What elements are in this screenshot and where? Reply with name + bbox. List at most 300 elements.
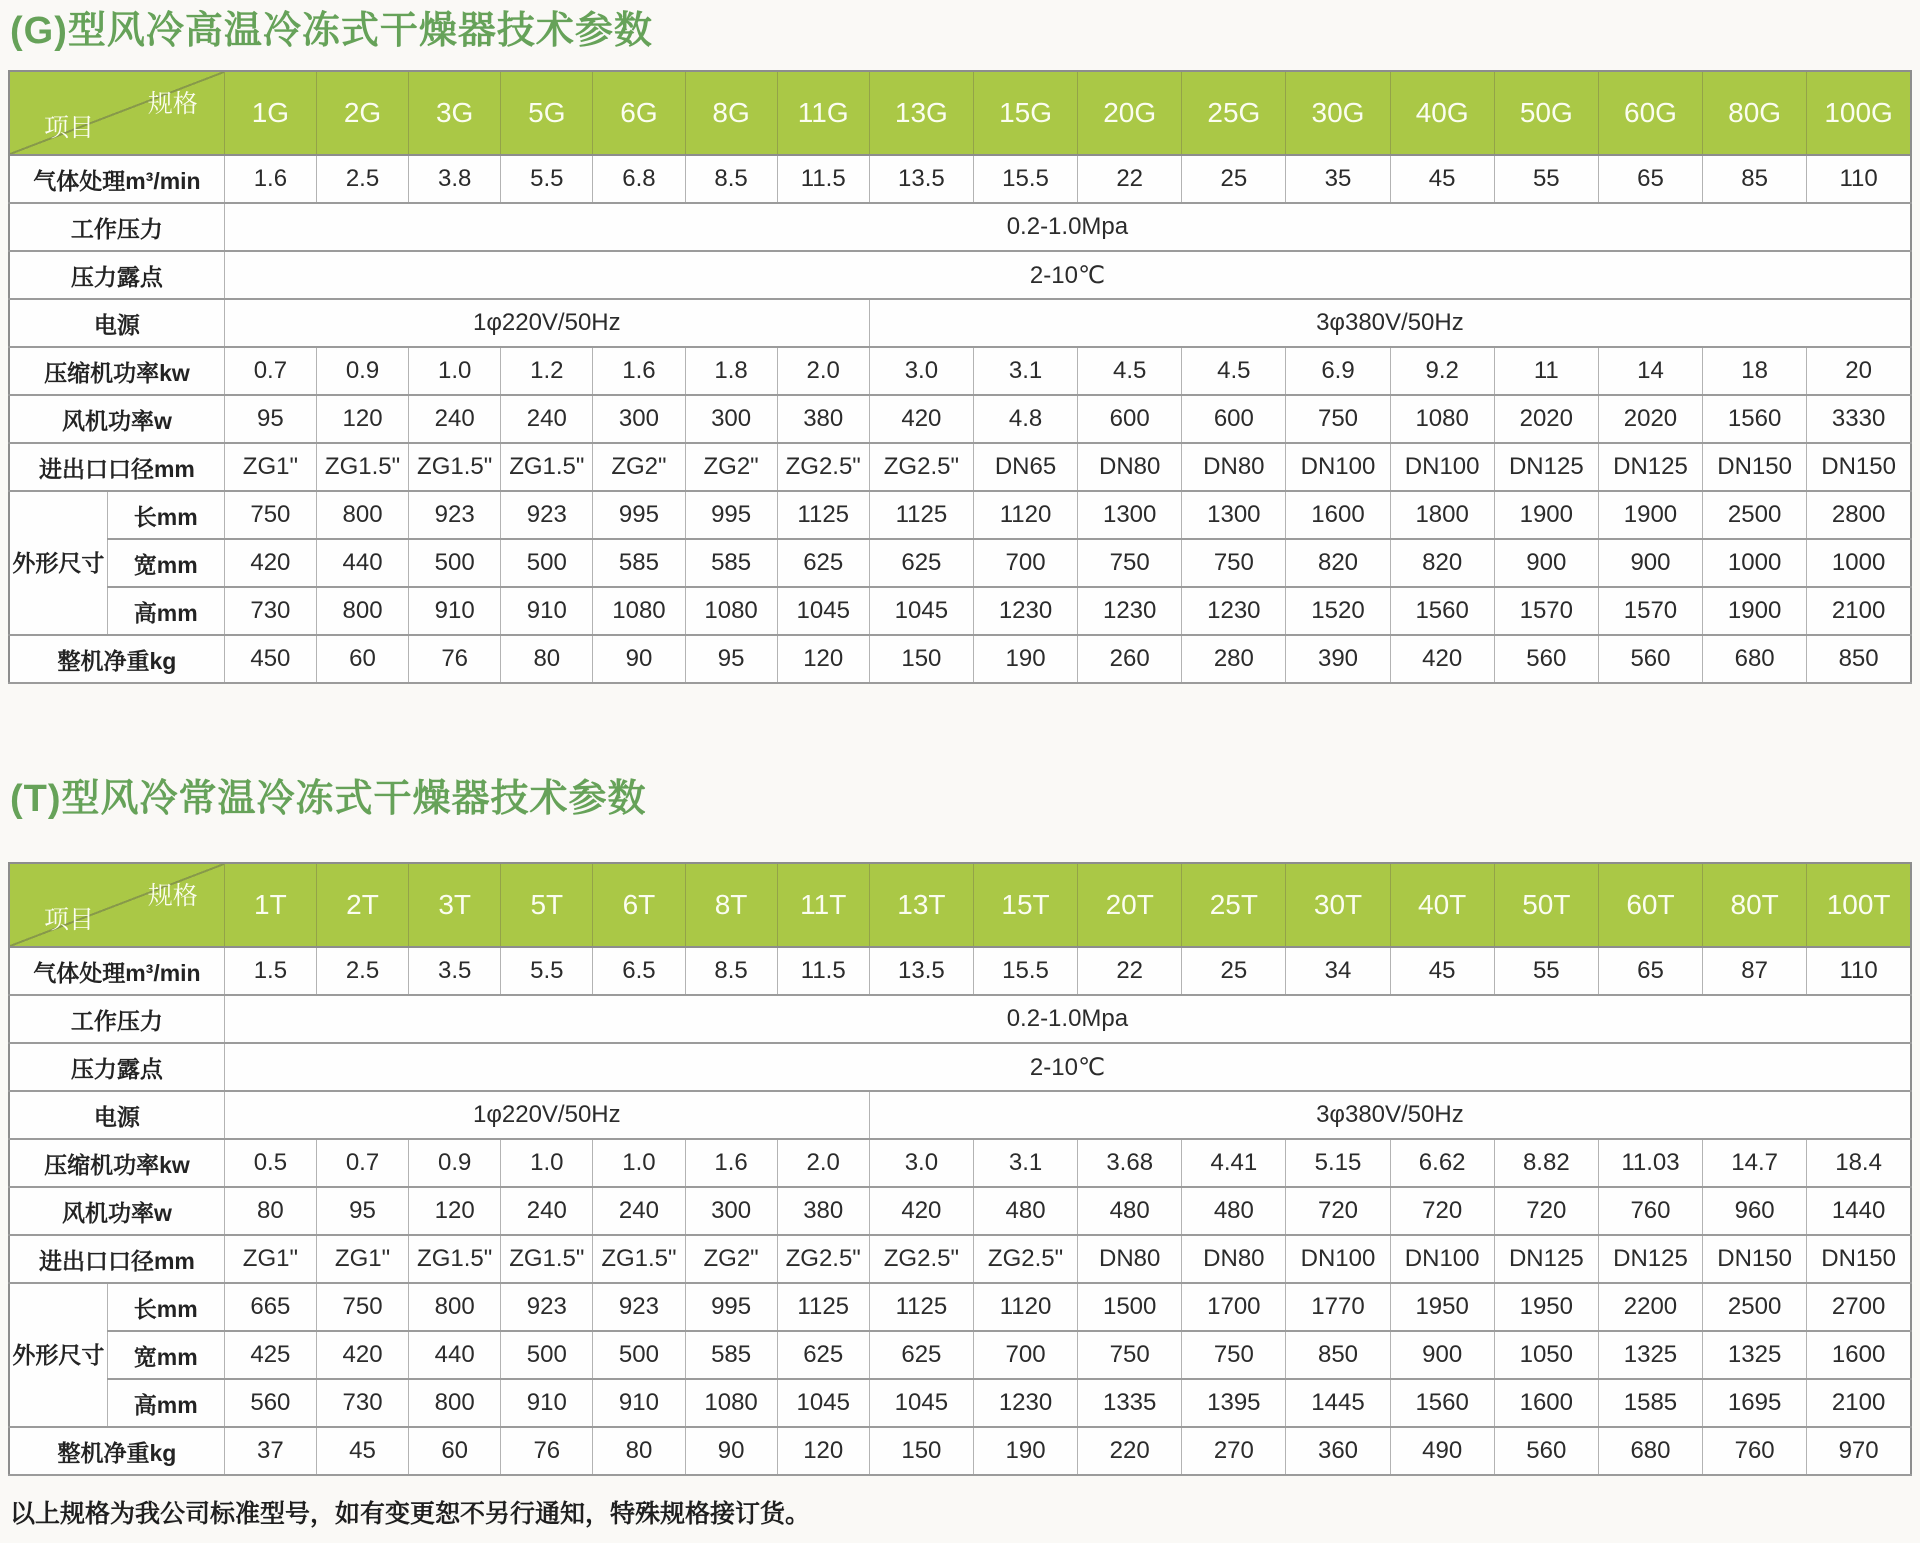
table-row — [9, 155, 1911, 203]
table-cell: 820 — [1390, 539, 1494, 587]
corner-spec-label: 规格 — [147, 90, 198, 118]
row-label: 进出口口径mm — [9, 443, 224, 491]
table-cell: 1125 — [777, 491, 869, 539]
table-cell: 110 — [1807, 947, 1911, 995]
table-cell: 750 — [1182, 1331, 1286, 1379]
table-cell: 1900 — [1494, 491, 1598, 539]
table-cell: 37 — [224, 1427, 316, 1475]
table-cell: 2800 — [1807, 491, 1911, 539]
table-cell: 1125 — [869, 1283, 973, 1331]
table-row — [9, 539, 1911, 587]
column-header-11T: 11T — [777, 863, 869, 947]
table-cell: 1600 — [1286, 491, 1390, 539]
table-cell: 11.03 — [1598, 1139, 1702, 1187]
section-title-t: (T)型风冷常温冷冻式干燥器技术参数 — [10, 778, 647, 820]
table-row — [9, 1331, 1911, 1379]
table-cell: 120 — [777, 635, 869, 683]
table-cell: 1695 — [1703, 1379, 1807, 1427]
table-cell: 800 — [409, 1283, 501, 1331]
sub-row-label: 宽mm — [107, 539, 224, 587]
table-cell: DN150 — [1807, 443, 1911, 491]
table-cell: 600 — [1078, 395, 1182, 443]
table-cell: DN80 — [1078, 443, 1182, 491]
sub-row-label: 长mm — [107, 491, 224, 539]
table-cell: 4.41 — [1182, 1139, 1286, 1187]
table-cell: 1.5 — [224, 947, 316, 995]
table-cell: 2700 — [1807, 1283, 1911, 1331]
table-row — [9, 251, 1911, 299]
sub-row-label: 宽mm — [107, 1331, 224, 1379]
row-label: 压缩机功率kw — [9, 1139, 224, 1187]
column-header-100T: 100T — [1807, 863, 1911, 947]
table-cell: 300 — [593, 395, 685, 443]
table-cell: 420 — [869, 1187, 973, 1235]
spec-table-g — [8, 70, 1912, 684]
column-header-25G: 25G — [1182, 71, 1286, 155]
column-header-5G: 5G — [501, 71, 593, 155]
table-cell: 1230 — [1078, 587, 1182, 635]
row-label: 压缩机功率kw — [9, 347, 224, 395]
table-cell: 270 — [1182, 1427, 1286, 1475]
table-cell: 1600 — [1807, 1331, 1911, 1379]
table-cell: 95 — [316, 1187, 408, 1235]
table-cell: 8.5 — [685, 155, 777, 203]
table-row — [9, 947, 1911, 995]
table-cell-span: 3φ380V/50Hz — [869, 1091, 1911, 1139]
table-cell: 11.5 — [777, 947, 869, 995]
table-row — [9, 1427, 1911, 1475]
footer-note: 以上规格为我公司标准型号，如有变更恕不另行通知，特殊规格接订货。 — [10, 1500, 811, 1528]
table-cell: 585 — [593, 539, 685, 587]
table-row — [9, 1283, 1911, 1331]
table-cell: DN65 — [973, 443, 1077, 491]
table-cell: 190 — [973, 635, 1077, 683]
table-cell: 150 — [869, 1427, 973, 1475]
row-label: 压力露点 — [9, 251, 224, 299]
table-cell: 87 — [1703, 947, 1807, 995]
table-cell: ZG1.5" — [501, 1235, 593, 1283]
table-cell-span: 3φ380V/50Hz — [869, 299, 1911, 347]
table-cell: 995 — [593, 491, 685, 539]
table-cell: ZG2.5" — [869, 443, 973, 491]
table-cell: 800 — [409, 1379, 501, 1427]
column-header-20G: 20G — [1078, 71, 1182, 155]
column-header-11G: 11G — [777, 71, 869, 155]
table-cell: DN80 — [1182, 443, 1286, 491]
row-label: 整机净重kg — [9, 1427, 224, 1475]
table-row — [9, 1379, 1911, 1427]
table-cell: 280 — [1182, 635, 1286, 683]
table-cell: ZG2.5" — [869, 1235, 973, 1283]
spec-table-t — [8, 862, 1912, 1476]
table-cell: 720 — [1494, 1187, 1598, 1235]
table-cell: 55 — [1494, 947, 1598, 995]
table-cell: 625 — [869, 1331, 973, 1379]
column-header-80T: 80T — [1703, 863, 1807, 947]
column-header-30G: 30G — [1286, 71, 1390, 155]
table-cell: 1080 — [1390, 395, 1494, 443]
table-cell: DN100 — [1390, 443, 1494, 491]
table-cell: 2200 — [1598, 1283, 1702, 1331]
table-cell-span: 0.2-1.0Mpa — [224, 203, 1911, 251]
table-cell: 3.1 — [973, 347, 1077, 395]
table-cell: 923 — [409, 491, 501, 539]
row-label: 进出口口径mm — [9, 1235, 224, 1283]
table-cell: 45 — [316, 1427, 408, 1475]
table-cell: 380 — [777, 395, 869, 443]
table-cell: 730 — [224, 587, 316, 635]
table-cell: 500 — [501, 539, 593, 587]
table-cell: 900 — [1494, 539, 1598, 587]
row-label: 整机净重kg — [9, 635, 224, 683]
table-cell: 8.82 — [1494, 1139, 1598, 1187]
table-cell: 13.5 — [869, 947, 973, 995]
table-cell: 680 — [1598, 1427, 1702, 1475]
table-cell: 420 — [316, 1331, 408, 1379]
table-cell: 760 — [1703, 1427, 1807, 1475]
table-cell: 65 — [1598, 947, 1702, 995]
row-label: 电源 — [9, 1091, 224, 1139]
table-cell: ZG2.5" — [777, 443, 869, 491]
sub-row-label: 高mm — [107, 587, 224, 635]
table-cell: 680 — [1703, 635, 1807, 683]
table-row — [9, 587, 1911, 635]
table-cell: 3330 — [1807, 395, 1911, 443]
table-cell: 11 — [1494, 347, 1598, 395]
table-cell: 6.62 — [1390, 1139, 1494, 1187]
column-header-2T: 2T — [316, 863, 408, 947]
column-header-13G: 13G — [869, 71, 973, 155]
table-cell: 500 — [501, 1331, 593, 1379]
table-cell: 1520 — [1286, 587, 1390, 635]
table-cell: 2.5 — [316, 947, 408, 995]
column-header-8G: 8G — [685, 71, 777, 155]
table-cell: 910 — [501, 1379, 593, 1427]
table-row — [9, 1091, 1911, 1139]
table-cell: 13.5 — [869, 155, 973, 203]
table-cell: 35 — [1286, 155, 1390, 203]
table-cell: 2100 — [1807, 587, 1911, 635]
table-cell: 80 — [224, 1187, 316, 1235]
table-cell: 22 — [1078, 155, 1182, 203]
table-cell: 6.5 — [593, 947, 685, 995]
table-cell: 14 — [1598, 347, 1702, 395]
table-cell: 1560 — [1390, 1379, 1494, 1427]
column-header-6T: 6T — [593, 863, 685, 947]
table-cell: 1800 — [1390, 491, 1494, 539]
table-cell: 700 — [973, 539, 1077, 587]
column-header-15T: 15T — [973, 863, 1077, 947]
table-cell: 3.1 — [973, 1139, 1077, 1187]
table-cell: 1125 — [869, 491, 973, 539]
table-cell: 1300 — [1078, 491, 1182, 539]
table-row — [9, 203, 1911, 251]
table-cell: 500 — [593, 1331, 685, 1379]
table-row — [9, 443, 1911, 491]
table-cell: 85 — [1703, 155, 1807, 203]
table-row — [9, 1235, 1911, 1283]
table-cell: 750 — [224, 491, 316, 539]
table-cell: ZG1" — [224, 443, 316, 491]
column-header-40G: 40G — [1390, 71, 1494, 155]
table-cell: 1500 — [1078, 1283, 1182, 1331]
table-cell: 923 — [501, 1283, 593, 1331]
table-cell: 4.8 — [973, 395, 1077, 443]
table-cell: 120 — [777, 1427, 869, 1475]
table-cell: DN80 — [1182, 1235, 1286, 1283]
table-cell: 6.9 — [1286, 347, 1390, 395]
table-cell: 720 — [1390, 1187, 1494, 1235]
table-cell: DN150 — [1703, 443, 1807, 491]
table-cell: ZG2.5" — [973, 1235, 1077, 1283]
table-cell: 2020 — [1494, 395, 1598, 443]
table-cell: 1570 — [1494, 587, 1598, 635]
table-cell: 1050 — [1494, 1331, 1598, 1379]
table-cell: 1570 — [1598, 587, 1702, 635]
table-cell: 45 — [1390, 155, 1494, 203]
table-cell: 76 — [501, 1427, 593, 1475]
table-container-t — [8, 862, 1912, 1476]
table-cell: DN80 — [1078, 1235, 1182, 1283]
section-title-g: (G)型风冷高温冷冻式干燥器技术参数 — [10, 10, 653, 52]
table-cell: 1770 — [1286, 1283, 1390, 1331]
table-cell: ZG1" — [224, 1235, 316, 1283]
row-label: 气体处理m³/min — [9, 947, 224, 995]
table-cell: DN100 — [1390, 1235, 1494, 1283]
column-header-50G: 50G — [1494, 71, 1598, 155]
table-row — [9, 347, 1911, 395]
table-cell: 8.5 — [685, 947, 777, 995]
table-cell: 5.5 — [501, 155, 593, 203]
column-header-80G: 80G — [1703, 71, 1807, 155]
table-cell: 90 — [593, 635, 685, 683]
table-cell: 120 — [316, 395, 408, 443]
table-cell: 420 — [1390, 635, 1494, 683]
table-cell: 4.5 — [1078, 347, 1182, 395]
table-cell: ZG2" — [593, 443, 685, 491]
corner-cell — [9, 863, 224, 947]
table-cell: ZG2.5" — [777, 1235, 869, 1283]
table-cell: 0.9 — [316, 347, 408, 395]
table-cell: 850 — [1807, 635, 1911, 683]
table-cell: 9.2 — [1390, 347, 1494, 395]
table-cell: 560 — [1598, 635, 1702, 683]
table-cell: 450 — [224, 635, 316, 683]
table-cell-span: 1φ220V/50Hz — [224, 1091, 869, 1139]
header-row — [9, 863, 1911, 947]
table-cell: 1000 — [1807, 539, 1911, 587]
table-cell: 0.7 — [316, 1139, 408, 1187]
table-cell: 18 — [1703, 347, 1807, 395]
column-header-25T: 25T — [1182, 863, 1286, 947]
column-header-8T: 8T — [685, 863, 777, 947]
table-cell: 65 — [1598, 155, 1702, 203]
table-cell: 425 — [224, 1331, 316, 1379]
table-row — [9, 1187, 1911, 1235]
table-cell: 900 — [1390, 1331, 1494, 1379]
table-cell: 110 — [1807, 155, 1911, 203]
table-cell: 3.8 — [409, 155, 501, 203]
table-cell: 490 — [1390, 1427, 1494, 1475]
table-cell: 45 — [1390, 947, 1494, 995]
row-label: 风机功率w — [9, 395, 224, 443]
table-cell: ZG1.5" — [409, 1235, 501, 1283]
row-label: 电源 — [9, 299, 224, 347]
table-cell: 80 — [501, 635, 593, 683]
corner-cell — [9, 71, 224, 155]
table-cell: 1080 — [685, 1379, 777, 1427]
table-cell: 2020 — [1598, 395, 1702, 443]
table-cell: 1600 — [1494, 1379, 1598, 1427]
table-cell: DN100 — [1286, 1235, 1390, 1283]
row-label: 工作压力 — [9, 203, 224, 251]
row-label: 压力露点 — [9, 1043, 224, 1091]
table-cell: 60 — [409, 1427, 501, 1475]
table-cell: 560 — [1494, 635, 1598, 683]
table-cell-span: 1φ220V/50Hz — [224, 299, 869, 347]
table-cell: 0.5 — [224, 1139, 316, 1187]
table-cell: 3.5 — [409, 947, 501, 995]
table-cell: 380 — [777, 1187, 869, 1235]
table-cell: DN125 — [1494, 1235, 1598, 1283]
table-cell: 25 — [1182, 155, 1286, 203]
table-cell: 960 — [1703, 1187, 1807, 1235]
table-row — [9, 491, 1911, 539]
table-cell: 1.0 — [409, 347, 501, 395]
table-cell: 1560 — [1390, 587, 1494, 635]
table-cell: 625 — [777, 1331, 869, 1379]
table-cell: 1560 — [1703, 395, 1807, 443]
table-cell: 1125 — [777, 1283, 869, 1331]
table-cell: 60 — [316, 635, 408, 683]
table-row — [9, 1043, 1911, 1091]
table-cell: 1700 — [1182, 1283, 1286, 1331]
column-header-3G: 3G — [409, 71, 501, 155]
table-cell: 923 — [501, 491, 593, 539]
table-cell: 1950 — [1494, 1283, 1598, 1331]
table-cell: 750 — [316, 1283, 408, 1331]
table-cell: 585 — [685, 1331, 777, 1379]
table-cell: 750 — [1286, 395, 1390, 443]
table-row — [9, 635, 1911, 683]
table-container-g — [8, 70, 1912, 684]
column-header-60T: 60T — [1598, 863, 1702, 947]
table-cell: 800 — [316, 587, 408, 635]
table-cell: DN150 — [1807, 1235, 1911, 1283]
table-cell: 240 — [593, 1187, 685, 1235]
table-cell: 25 — [1182, 947, 1286, 995]
table-cell: 1440 — [1807, 1187, 1911, 1235]
table-cell: 1045 — [777, 587, 869, 635]
corner-item-label: 项目 — [44, 906, 95, 934]
table-cell: 440 — [316, 539, 408, 587]
table-cell: 923 — [593, 1283, 685, 1331]
table-row — [9, 395, 1911, 443]
table-cell: 1080 — [685, 587, 777, 635]
table-cell: 600 — [1182, 395, 1286, 443]
table-cell: 90 — [685, 1427, 777, 1475]
table-cell: 11.5 — [777, 155, 869, 203]
table-cell: 800 — [316, 491, 408, 539]
table-cell-span: 2-10℃ — [224, 1043, 1911, 1091]
table-cell: 2.0 — [777, 1139, 869, 1187]
table-cell: 190 — [973, 1427, 1077, 1475]
row-label: 气体处理m³/min — [9, 155, 224, 203]
table-cell: 665 — [224, 1283, 316, 1331]
table-cell: DN125 — [1598, 1235, 1702, 1283]
table-cell: 0.9 — [409, 1139, 501, 1187]
table-cell: 625 — [777, 539, 869, 587]
table-cell: 2.0 — [777, 347, 869, 395]
column-header-15G: 15G — [973, 71, 1077, 155]
row-label: 工作压力 — [9, 995, 224, 1043]
table-cell: 560 — [1494, 1427, 1598, 1475]
table-cell: 240 — [409, 395, 501, 443]
table-cell: 2500 — [1703, 491, 1807, 539]
table-cell: ZG1.5" — [409, 443, 501, 491]
column-header-13T: 13T — [869, 863, 973, 947]
table-cell: DN125 — [1598, 443, 1702, 491]
column-header-40T: 40T — [1390, 863, 1494, 947]
table-cell: 20 — [1807, 347, 1911, 395]
table-cell: 500 — [409, 539, 501, 587]
table-cell: 1585 — [1598, 1379, 1702, 1427]
table-cell: 910 — [501, 587, 593, 635]
table-cell: 5.5 — [501, 947, 593, 995]
table-cell: 34 — [1286, 947, 1390, 995]
table-row — [9, 995, 1911, 1043]
column-header-30T: 30T — [1286, 863, 1390, 947]
table-cell: 0.7 — [224, 347, 316, 395]
table-cell: 625 — [869, 539, 973, 587]
table-cell: 420 — [869, 395, 973, 443]
table-cell: 300 — [685, 1187, 777, 1235]
table-cell: 1445 — [1286, 1379, 1390, 1427]
table-cell: 480 — [1182, 1187, 1286, 1235]
table-cell: ZG2" — [685, 443, 777, 491]
table-cell: 1395 — [1182, 1379, 1286, 1427]
table-cell: 820 — [1286, 539, 1390, 587]
table-cell: 1.8 — [685, 347, 777, 395]
table-cell: 240 — [501, 395, 593, 443]
table-cell: 760 — [1598, 1187, 1702, 1235]
table-cell: 3.0 — [869, 347, 973, 395]
column-header-5T: 5T — [501, 863, 593, 947]
table-cell: DN125 — [1494, 443, 1598, 491]
table-cell: 4.5 — [1182, 347, 1286, 395]
header-row — [9, 71, 1911, 155]
table-cell: 95 — [685, 635, 777, 683]
table-cell: 120 — [409, 1187, 501, 1235]
table-cell: 1325 — [1598, 1331, 1702, 1379]
table-cell: 720 — [1286, 1187, 1390, 1235]
table-cell: 3.68 — [1078, 1139, 1182, 1187]
table-cell: 1325 — [1703, 1331, 1807, 1379]
table-cell: 700 — [973, 1331, 1077, 1379]
table-cell: 910 — [593, 1379, 685, 1427]
corner-spec-label: 规格 — [147, 882, 198, 910]
table-cell: 420 — [224, 539, 316, 587]
table-cell: 970 — [1807, 1427, 1911, 1475]
table-cell: 850 — [1286, 1331, 1390, 1379]
table-cell: 1230 — [973, 587, 1077, 635]
table-cell: 55 — [1494, 155, 1598, 203]
corner-item-label: 项目 — [44, 114, 95, 142]
table-cell-span: 0.2-1.0Mpa — [224, 995, 1911, 1043]
table-cell: 995 — [685, 491, 777, 539]
table-cell: DN100 — [1286, 443, 1390, 491]
table-cell: 5.15 — [1286, 1139, 1390, 1187]
